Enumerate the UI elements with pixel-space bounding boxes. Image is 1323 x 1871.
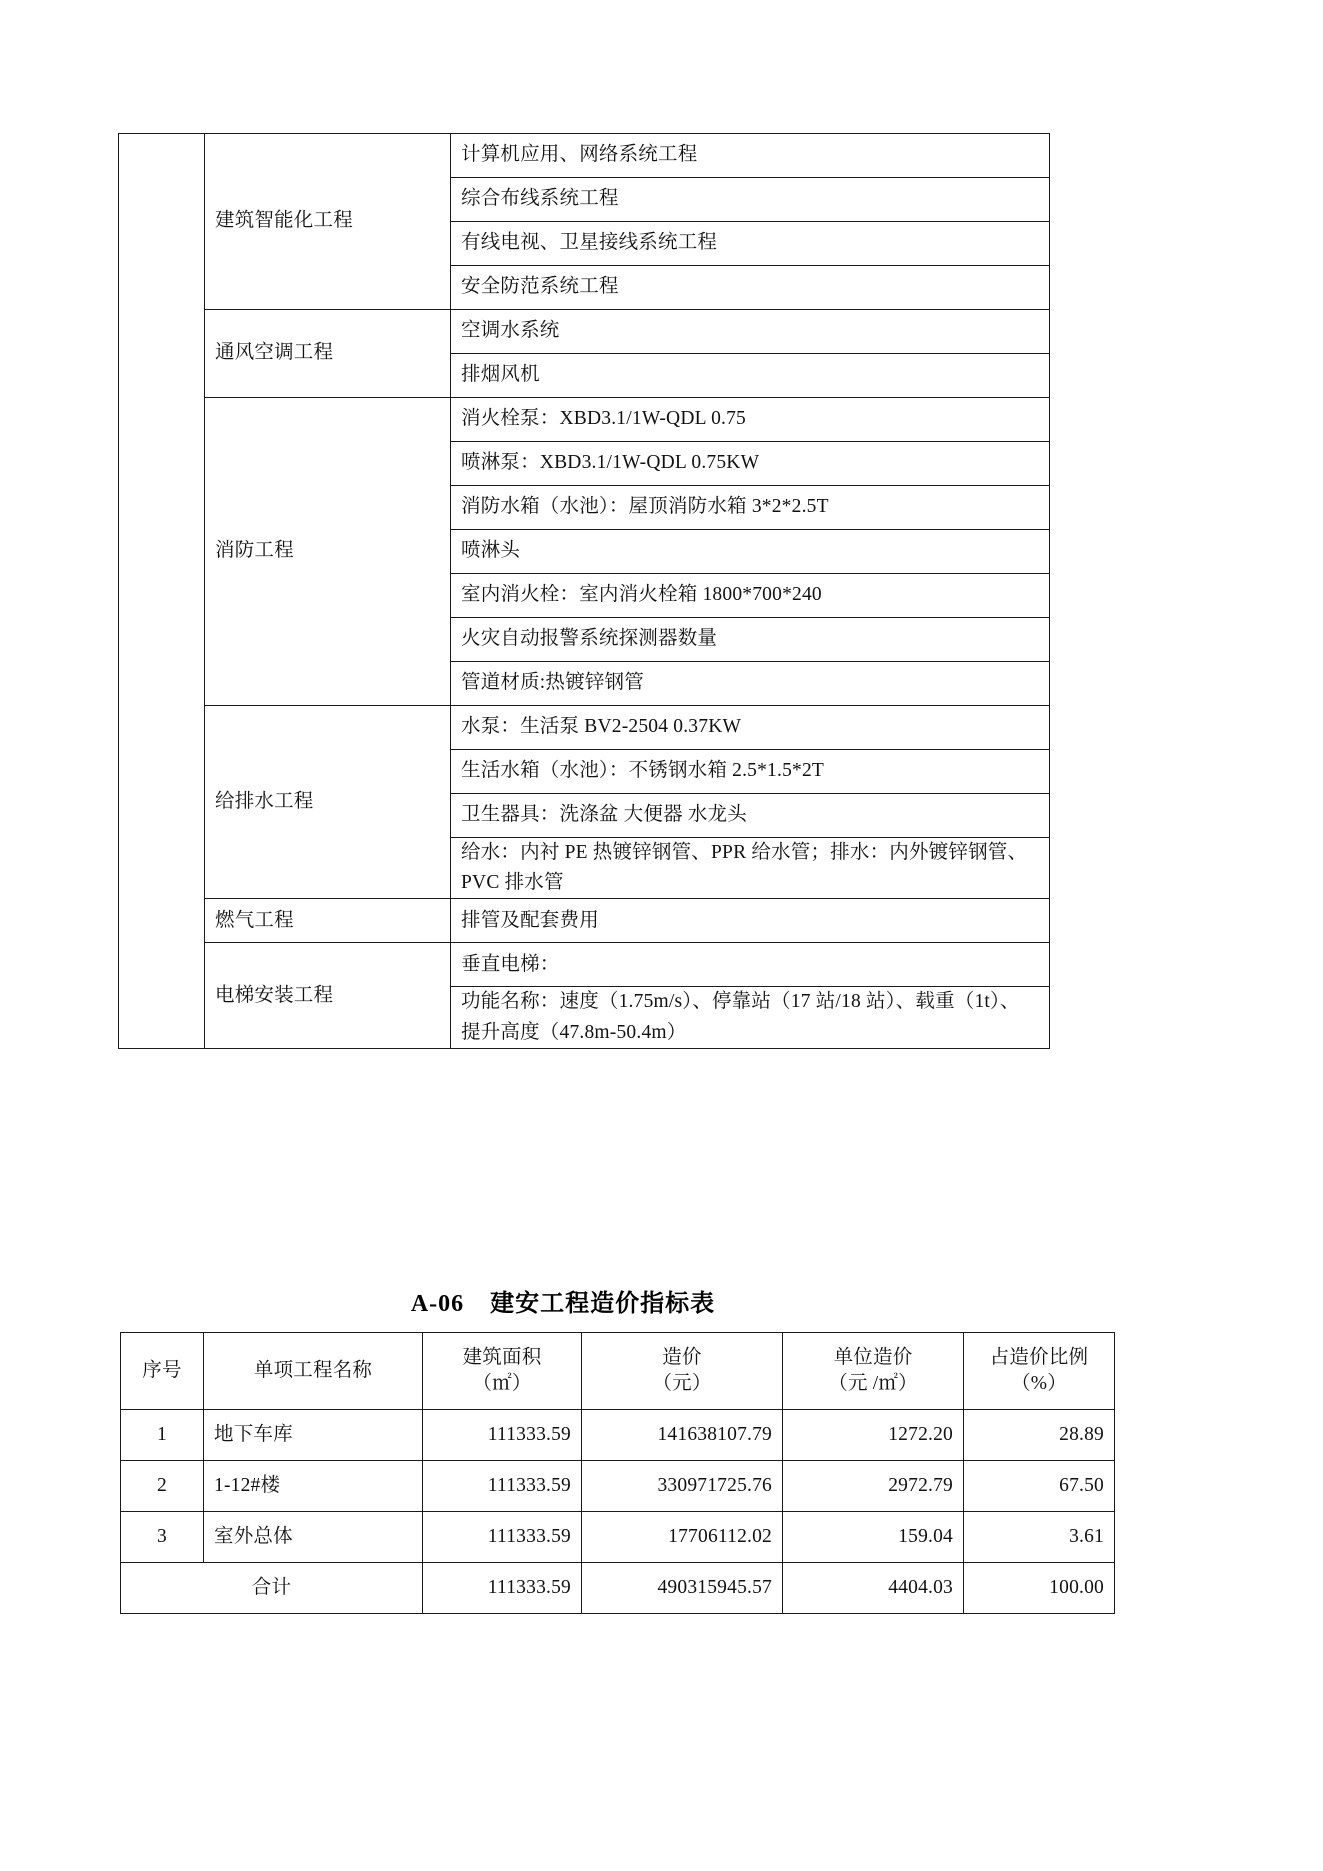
- a06-code: A-06: [410, 1291, 465, 1317]
- table-row: [119, 706, 1050, 750]
- table-total-row: [121, 1563, 1115, 1614]
- item-cell: 功能名称：速度（1.75m/s）、停靠站（17 站/18 站）、载重（1t）、提升高度（47.8m-50.4m）: [451, 987, 1050, 1048]
- category-cell: 消防工程: [205, 398, 451, 706]
- header-cost-ratio-line2: （%）: [1011, 1373, 1067, 1394]
- row-cost-ratio: 28.89: [964, 1410, 1115, 1461]
- engineering-table: [118, 133, 1050, 1049]
- header-cost-ratio-line1: 占造价比例: [989, 1346, 1089, 1368]
- header-floor-area: [423, 1333, 582, 1410]
- total-floor-area: 111333.59: [423, 1563, 582, 1614]
- header-unit-cost: [783, 1333, 964, 1410]
- category-cell: 给排水工程: [205, 706, 451, 899]
- row-no: 3: [121, 1512, 204, 1563]
- header-cost-ratio: [964, 1333, 1115, 1410]
- a06-table: [120, 1332, 1115, 1614]
- header-cost: [582, 1333, 783, 1410]
- header-floor-area-line2: （㎡）: [472, 1373, 532, 1394]
- category-cell: 通风空调工程: [205, 310, 451, 398]
- table-row: [121, 1461, 1115, 1512]
- table-row: [119, 943, 1050, 987]
- item-cell: 喷淋泵：XBD3.1/1W-QDL 0.75KW: [451, 442, 1050, 486]
- item-cell: 生活水箱（水池）：不锈钢水箱 2.5*1.5*2T: [451, 750, 1050, 794]
- header-no: 序号: [121, 1333, 204, 1410]
- header-cost-line1: 造价: [662, 1346, 702, 1368]
- item-cell: 喷淋头: [451, 530, 1050, 574]
- row-cost: 141638107.79: [582, 1410, 783, 1461]
- total-cost-ratio: 100.00: [964, 1563, 1115, 1614]
- header-unit-cost-line2: （元 /㎡）: [828, 1373, 918, 1394]
- item-cell: 卫生器具：洗涤盆 大便器 水龙头: [451, 794, 1050, 838]
- row-cost-ratio: 67.50: [964, 1461, 1115, 1512]
- table-row: [119, 398, 1050, 442]
- header-floor-area-line1: 建筑面积: [462, 1346, 542, 1368]
- header-cost-line2: （元）: [652, 1373, 712, 1394]
- item-cell: 水泵：生活泵 BV2-2504 0.37KW: [451, 706, 1050, 750]
- category-cell: 燃气工程: [205, 899, 451, 943]
- item-cell: 火灾自动报警系统探测器数量: [451, 618, 1050, 662]
- a06-table-wrapper: [120, 1332, 1104, 1614]
- a06-title-text: 建安工程造价指标表: [490, 1291, 716, 1317]
- row-no: 1: [121, 1410, 204, 1461]
- item-cell: 空调水系统: [451, 310, 1050, 354]
- item-cell: 管道材质:热镀锌钢管: [451, 662, 1050, 706]
- row-floor-area: 111333.59: [423, 1461, 582, 1512]
- row-unit-cost: 1272.20: [783, 1410, 964, 1461]
- category-cell: 建筑智能化工程: [205, 134, 451, 310]
- table-row: [119, 310, 1050, 354]
- total-label: 合计: [121, 1563, 423, 1614]
- item-cell: 有线电视、卫星接线系统工程: [451, 222, 1050, 266]
- item-cell: 给水：内衬 PE 热镀锌钢管、PPR 给水管；排水：内外镀锌钢管、PVC 排水管: [451, 838, 1050, 899]
- item-cell: 综合布线系统工程: [451, 178, 1050, 222]
- header-unit-cost-line1: 单位造价: [833, 1346, 913, 1368]
- header-project-name: 单项工程名称: [204, 1333, 423, 1410]
- item-cell: 排烟风机: [451, 354, 1050, 398]
- row-floor-area: 111333.59: [423, 1512, 582, 1563]
- category-cell: 电梯安装工程: [205, 943, 451, 1048]
- table-row: [119, 134, 1050, 178]
- row-cost-ratio: 3.61: [964, 1512, 1115, 1563]
- table-row: [119, 899, 1050, 943]
- a06-section-title: [118, 1283, 1008, 1318]
- table-header-row: [121, 1333, 1115, 1410]
- row-unit-cost: 2972.79: [783, 1461, 964, 1512]
- table-row: [121, 1512, 1115, 1563]
- total-unit-cost: 4404.03: [783, 1563, 964, 1614]
- row-unit-cost: 159.04: [783, 1512, 964, 1563]
- total-cost: 490315945.57: [582, 1563, 783, 1614]
- row-floor-area: 111333.59: [423, 1410, 582, 1461]
- item-cell: 消火栓泵：XBD3.1/1W-QDL 0.75: [451, 398, 1050, 442]
- item-cell: 消防水箱（水池）：屋顶消防水箱 3*2*2.5T: [451, 486, 1050, 530]
- row-cost: 330971725.76: [582, 1461, 783, 1512]
- outer-spacer-cell: [119, 134, 205, 1049]
- row-project-name: 室外总体: [204, 1512, 423, 1563]
- item-cell: 垂直电梯：: [451, 943, 1050, 987]
- row-no: 2: [121, 1461, 204, 1512]
- row-project-name: 地下车库: [204, 1410, 423, 1461]
- row-project-name: 1-12#楼: [204, 1461, 423, 1512]
- row-cost: 17706112.02: [582, 1512, 783, 1563]
- engineering-table-wrapper: [118, 133, 1028, 1049]
- table-row: [121, 1410, 1115, 1461]
- item-cell: 排管及配套费用: [451, 899, 1050, 943]
- item-cell: 计算机应用、网络系统工程: [451, 134, 1050, 178]
- item-cell: 室内消火栓：室内消火栓箱 1800*700*240: [451, 574, 1050, 618]
- item-cell: 安全防范系统工程: [451, 266, 1050, 310]
